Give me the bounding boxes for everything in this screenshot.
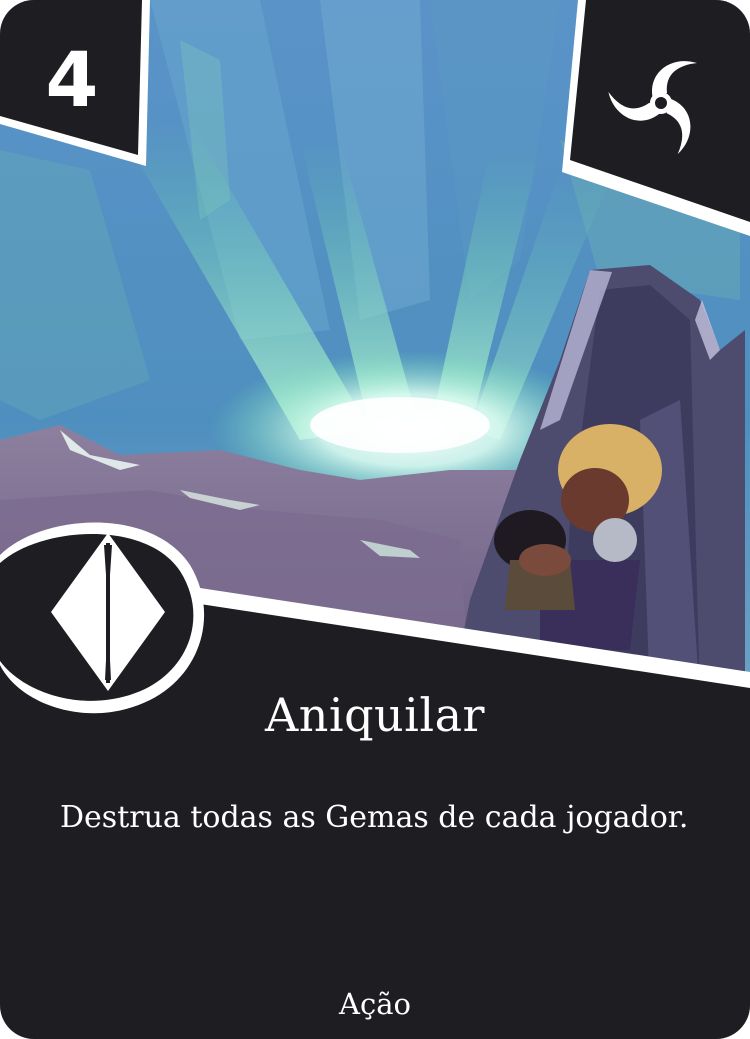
type-badge: [0, 515, 210, 715]
vortex-icon: [606, 48, 716, 158]
element-badge: [562, 0, 750, 240]
card-rules-text: Destrua todas as Gemas de cada jogador.: [60, 800, 689, 835]
cost-badge: [0, 0, 150, 170]
card-title: Aniquilar: [265, 688, 485, 742]
card-cost: 4: [45, 35, 99, 124]
card-type: Ação: [339, 987, 411, 1021]
